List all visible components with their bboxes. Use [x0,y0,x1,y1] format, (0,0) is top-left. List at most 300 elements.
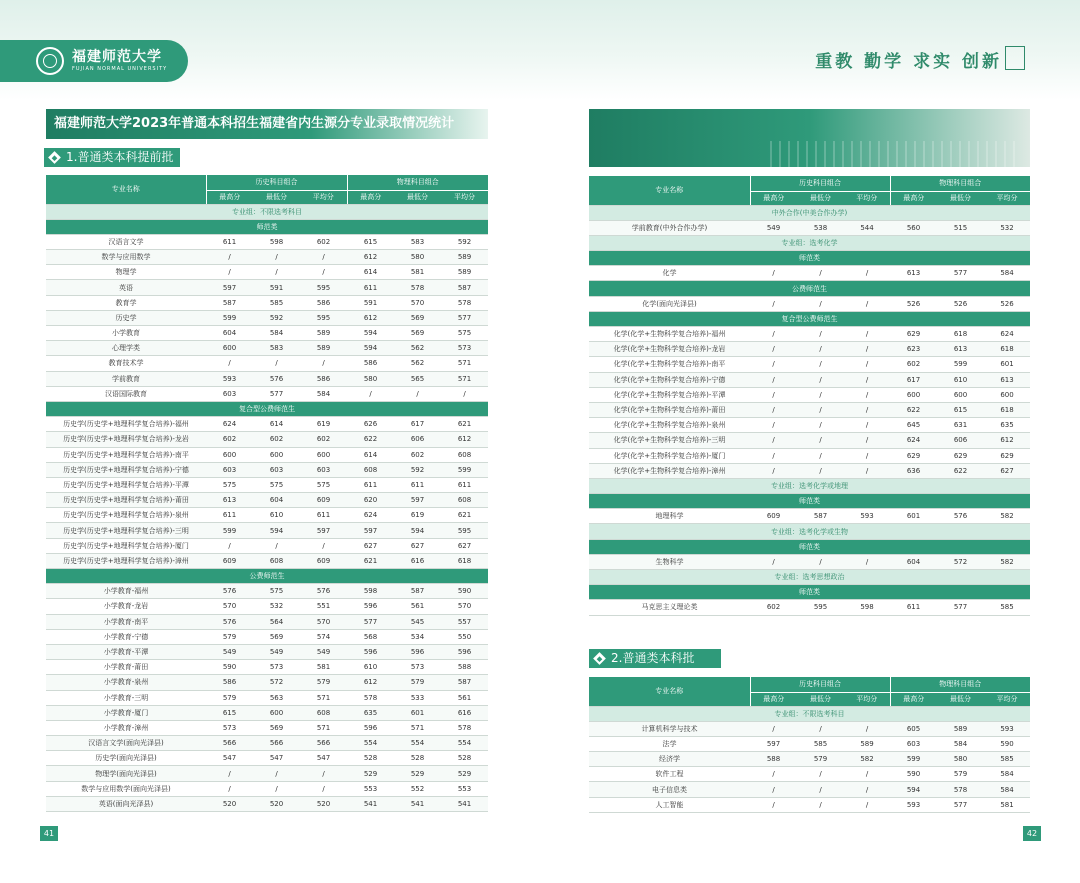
score-cell: / [797,266,844,281]
major-name: 历史学(历史学+地理科学复合培养)-三明 [46,523,206,538]
major-name: 历史学(历史学+地理科学复合培养)-平潭 [46,477,206,492]
score-cell: 608 [347,462,394,477]
table-row [46,477,488,492]
score-cell: 561 [394,599,441,614]
score-cell: 568 [347,629,394,644]
score-cell: 581 [984,797,1030,812]
score-cell: 618 [984,402,1030,417]
score-cell: / [750,418,797,433]
major-name: 小学教育-平潭 [46,644,206,659]
table-row [46,614,488,629]
table-row [46,538,488,553]
score-cell: 613 [937,342,984,357]
score-cell: 583 [253,341,300,356]
score-cell: 547 [300,751,347,766]
score-cell: 584 [300,386,347,401]
major-name: 化学(化学+生物科学复合培养)-福州 [589,327,750,342]
score-cell: / [253,250,300,265]
score-cell: 571 [300,690,347,705]
table-row [589,600,1030,615]
score-cell: 603 [890,736,937,751]
score-cell: 608 [441,493,488,508]
table-row [589,554,1030,569]
score-cell: 611 [206,508,253,523]
score-cell: / [441,386,488,401]
score-cell: 569 [253,720,300,735]
admission-table-right-regular [589,677,1030,813]
major-name: 小学教育-厦门 [46,705,206,720]
score-cell: 600 [206,447,253,462]
score-cell: 577 [937,600,984,615]
score-cell: 617 [394,417,441,432]
score-cell: 526 [984,296,1030,311]
score-cell: / [253,265,300,280]
score-cell: 571 [441,371,488,386]
category-row [589,311,1030,326]
major-name: 教育技术学 [46,356,206,371]
group-row [589,524,1030,539]
table-row [589,736,1030,751]
score-cell: / [844,433,890,448]
score-cell: / [797,463,844,478]
score-cell: / [206,250,253,265]
score-cell: 573 [441,341,488,356]
score-cell: 629 [984,448,1030,463]
score-cell: 599 [890,752,937,767]
group-row [589,205,1030,220]
score-cell: 602 [300,234,347,249]
score-cell: 573 [253,660,300,675]
score-cell: 585 [984,600,1030,615]
score-cell: 560 [890,220,937,235]
score-cell: 616 [441,705,488,720]
score-cell: / [750,767,797,782]
score-cell: 590 [984,736,1030,751]
score-cell: 612 [347,310,394,325]
diamond-icon [48,151,61,164]
score-cell: 582 [984,509,1030,524]
score-cell: 587 [441,675,488,690]
score-cell: 609 [206,553,253,568]
score-cell: 571 [441,356,488,371]
score-cell: 612 [347,250,394,265]
major-name: 化学(化学+生物科学复合培养)-三明 [589,433,750,448]
score-cell: 575 [300,477,347,492]
score-cell: 598 [347,584,394,599]
table-row [589,220,1030,235]
group-label: 专业组：选考化学或生物 [589,524,1030,539]
score-cell: 629 [890,448,937,463]
score-cell: 599 [206,523,253,538]
table-row [589,357,1030,372]
score-cell: / [797,357,844,372]
major-name: 化学 [589,266,750,281]
table-row [589,782,1030,797]
table-row [46,417,488,432]
score-cell: 596 [394,644,441,659]
score-cell: 573 [394,660,441,675]
score-cell: 599 [937,357,984,372]
score-cell: 595 [300,310,347,325]
score-cell: 577 [347,614,394,629]
table-row [46,705,488,720]
score-cell: / [750,797,797,812]
score-cell: 597 [394,493,441,508]
score-cell: 589 [844,736,890,751]
score-cell: 541 [394,796,441,811]
score-cell: / [300,265,347,280]
score-cell: 596 [347,599,394,614]
score-cell: 541 [441,796,488,811]
score-cell: 597 [206,280,253,295]
score-cell: 611 [206,234,253,249]
score-cell: 588 [750,752,797,767]
score-cell: / [750,296,797,311]
group-row [589,570,1030,585]
document-title: 福建师范大学2023年普通本科招生福建省内生源分专业录取情况统计 [46,109,488,139]
score-cell: 563 [253,690,300,705]
score-cell: 575 [441,326,488,341]
column-header-score: 最低分 [797,191,844,205]
score-cell: / [750,357,797,372]
score-cell: 528 [441,751,488,766]
category-label: 复合型公费师范生 [589,311,1030,326]
score-cell: 566 [206,736,253,751]
score-cell: 526 [937,296,984,311]
score-cell: 596 [441,644,488,659]
table-row [46,720,488,735]
score-cell: 550 [441,629,488,644]
column-header-score: 最高分 [347,190,394,204]
major-name: 英语(面向光泽县) [46,796,206,811]
score-cell: 611 [441,477,488,492]
major-name: 教育学 [46,295,206,310]
score-cell: 612 [984,433,1030,448]
score-cell: 595 [300,280,347,295]
score-cell: / [844,327,890,342]
score-cell: 579 [937,767,984,782]
table-row [46,766,488,781]
score-cell: 622 [937,463,984,478]
table-row [589,433,1030,448]
score-cell: / [750,554,797,569]
category-row [46,569,488,584]
score-cell: 593 [890,797,937,812]
major-name: 化学(化学+生物科学复合培养)-厦门 [589,448,750,463]
score-cell: 595 [441,523,488,538]
score-cell: 579 [206,690,253,705]
score-cell: / [797,418,844,433]
column-header-major: 专业名称 [46,175,206,204]
major-name: 软件工程 [589,767,750,782]
score-cell: 520 [253,796,300,811]
score-cell: / [797,402,844,417]
score-cell: 600 [253,447,300,462]
score-cell: / [797,433,844,448]
major-name: 汉语言文学(面向光泽县) [46,736,206,751]
category-row [589,494,1030,509]
score-cell: / [206,766,253,781]
major-name: 小学教育 [46,326,206,341]
section-title-advance-batch [44,148,180,167]
score-cell: 575 [253,477,300,492]
score-cell: 566 [253,736,300,751]
score-cell: 581 [394,265,441,280]
score-cell: 587 [394,584,441,599]
score-cell: 636 [890,463,937,478]
score-cell: 613 [984,372,1030,387]
score-cell: / [797,767,844,782]
score-cell: 627 [394,538,441,553]
score-cell: 604 [206,326,253,341]
major-name: 人工智能 [589,797,750,812]
score-cell: 586 [300,371,347,386]
major-name: 经济学 [589,752,750,767]
score-cell: 585 [984,752,1030,767]
major-name: 计算机科学与技术 [589,721,750,736]
major-name: 历史学(历史学+地理科学复合培养)-厦门 [46,538,206,553]
major-name: 历史学(历史学+地理科学复合培养)-南平 [46,447,206,462]
score-cell: 645 [890,418,937,433]
score-cell: 624 [347,508,394,523]
score-cell: 627 [984,463,1030,478]
score-cell: 520 [206,796,253,811]
major-name: 数学与应用数学 [46,250,206,265]
score-cell: 588 [441,660,488,675]
score-cell: 603 [206,386,253,401]
score-cell: 551 [300,599,347,614]
score-cell: 626 [347,417,394,432]
table-row [46,781,488,796]
score-cell: 609 [750,509,797,524]
score-cell: 528 [347,751,394,766]
score-cell: / [844,387,890,402]
score-cell: 620 [347,493,394,508]
score-cell: 534 [394,629,441,644]
major-name: 汉语国际教育 [46,386,206,401]
score-cell: 584 [984,767,1030,782]
score-cell: 553 [441,781,488,796]
score-cell: 601 [984,357,1030,372]
table-row [589,266,1030,281]
score-cell: 586 [347,356,394,371]
score-cell: 627 [347,538,394,553]
table-row [46,356,488,371]
score-cell: 597 [750,736,797,751]
score-cell: / [750,463,797,478]
group-label: 专业组：不限选考科目 [46,204,488,219]
score-cell: 589 [441,250,488,265]
score-cell: 618 [441,553,488,568]
score-cell: 631 [937,418,984,433]
major-name: 历史学(面向光泽县) [46,751,206,766]
score-cell: / [750,327,797,342]
score-cell: 598 [253,234,300,249]
column-group-physics: 物理科目组合 [347,175,488,190]
score-cell: 612 [347,675,394,690]
stamp-icon [1005,46,1025,70]
score-cell: 544 [844,220,890,235]
score-cell: 585 [797,736,844,751]
score-cell: 624 [890,433,937,448]
score-cell: 557 [441,614,488,629]
table-row [46,234,488,249]
major-name: 小学教育-南平 [46,614,206,629]
score-cell: 613 [890,266,937,281]
major-name: 历史学(历史学+地理科学复合培养)-福州 [46,417,206,432]
score-cell: 612 [441,432,488,447]
score-cell: / [797,554,844,569]
score-cell: 615 [206,705,253,720]
score-cell: 594 [347,341,394,356]
score-cell: / [206,781,253,796]
score-cell: / [206,356,253,371]
score-cell: 584 [937,736,984,751]
score-cell: 538 [797,220,844,235]
score-cell: 592 [394,462,441,477]
table-row [589,721,1030,736]
score-cell: 611 [890,600,937,615]
score-cell: / [253,356,300,371]
major-name: 小学教育-龙岩 [46,599,206,614]
score-cell: 635 [347,705,394,720]
score-cell: 601 [394,705,441,720]
score-cell: 570 [394,295,441,310]
score-cell: 547 [253,751,300,766]
score-cell: 576 [937,509,984,524]
score-cell: 601 [890,509,937,524]
group-row [589,235,1030,250]
table-row [46,629,488,644]
major-name: 化学(化学+生物科学复合培养)-莆田 [589,402,750,417]
score-cell: 590 [441,584,488,599]
column-header-score: 最低分 [937,692,984,706]
table-row [46,553,488,568]
table-row [589,327,1030,342]
score-cell: 597 [300,523,347,538]
score-cell: / [844,797,890,812]
score-cell: / [206,538,253,553]
score-cell: 571 [394,720,441,735]
table-row [46,341,488,356]
score-cell: 608 [300,705,347,720]
score-cell: 627 [441,538,488,553]
column-header-score: 最高分 [890,692,937,706]
score-cell: 615 [347,234,394,249]
category-label: 师范类 [589,251,1030,266]
score-cell: 616 [394,553,441,568]
score-cell: 532 [984,220,1030,235]
score-cell: 565 [394,371,441,386]
score-cell: 573 [206,720,253,735]
diamond-icon [593,652,606,665]
column-header-score: 最高分 [750,692,797,706]
major-name: 化学(化学+生物科学复合培养)-宁德 [589,372,750,387]
major-name: 小学教育-泉州 [46,675,206,690]
score-cell: 586 [206,675,253,690]
score-cell: 602 [253,432,300,447]
score-cell: 621 [347,553,394,568]
score-cell: 582 [984,554,1030,569]
score-cell: 570 [441,599,488,614]
score-cell: 579 [206,629,253,644]
score-cell: / [844,448,890,463]
table-row [46,584,488,599]
table-row [46,736,488,751]
score-cell: 581 [300,660,347,675]
score-cell: / [797,721,844,736]
table-row [46,447,488,462]
score-cell: 579 [300,675,347,690]
score-cell: 629 [890,327,937,342]
column-header-score: 最低分 [253,190,300,204]
column-group-history: 历史科目组合 [206,175,347,190]
column-header-major: 专业名称 [589,176,750,205]
column-header-score: 平均分 [844,191,890,205]
score-cell: 614 [347,265,394,280]
column-header-score: 平均分 [844,692,890,706]
score-cell: / [750,372,797,387]
score-cell: 554 [441,736,488,751]
table-row [589,372,1030,387]
table-row [46,660,488,675]
category-row [589,539,1030,554]
column-group-history: 历史科目组合 [750,677,890,692]
university-logo [0,40,188,82]
major-name: 数学与应用数学(面向光泽县) [46,781,206,796]
column-header-score: 最高分 [206,190,253,204]
score-cell: 604 [890,554,937,569]
page-number-left: 41 [40,826,58,841]
score-cell: 599 [441,462,488,477]
score-cell: 572 [253,675,300,690]
score-cell: 577 [937,797,984,812]
table-row [46,523,488,538]
score-cell: 549 [300,644,347,659]
score-cell: 553 [347,781,394,796]
column-header-score: 最低分 [394,190,441,204]
column-header-score: 最低分 [797,692,844,706]
score-cell: / [300,250,347,265]
column-group-history: 历史科目组合 [750,176,890,191]
score-cell: 589 [441,265,488,280]
score-cell: 623 [890,342,937,357]
major-name: 学前教育 [46,371,206,386]
group-row [589,478,1030,493]
table-row [589,752,1030,767]
score-cell: 562 [394,356,441,371]
score-cell: / [797,387,844,402]
score-cell: 578 [441,295,488,310]
column-header-major: 专业名称 [589,677,750,706]
table-row [46,690,488,705]
table-row [46,265,488,280]
group-label: 专业组：选考化学 [589,235,1030,250]
score-cell: 606 [937,433,984,448]
score-cell: / [844,418,890,433]
table-row [589,797,1030,812]
score-cell: 570 [206,599,253,614]
column-header-score: 最低分 [937,191,984,205]
score-cell: 571 [300,720,347,735]
score-cell: 533 [394,690,441,705]
score-cell: 529 [394,766,441,781]
major-name: 心理学类 [46,341,206,356]
table-row [46,599,488,614]
major-name: 历史学(历史学+地理科学复合培养)-龙岩 [46,432,206,447]
score-cell: / [253,781,300,796]
score-cell: 577 [937,266,984,281]
